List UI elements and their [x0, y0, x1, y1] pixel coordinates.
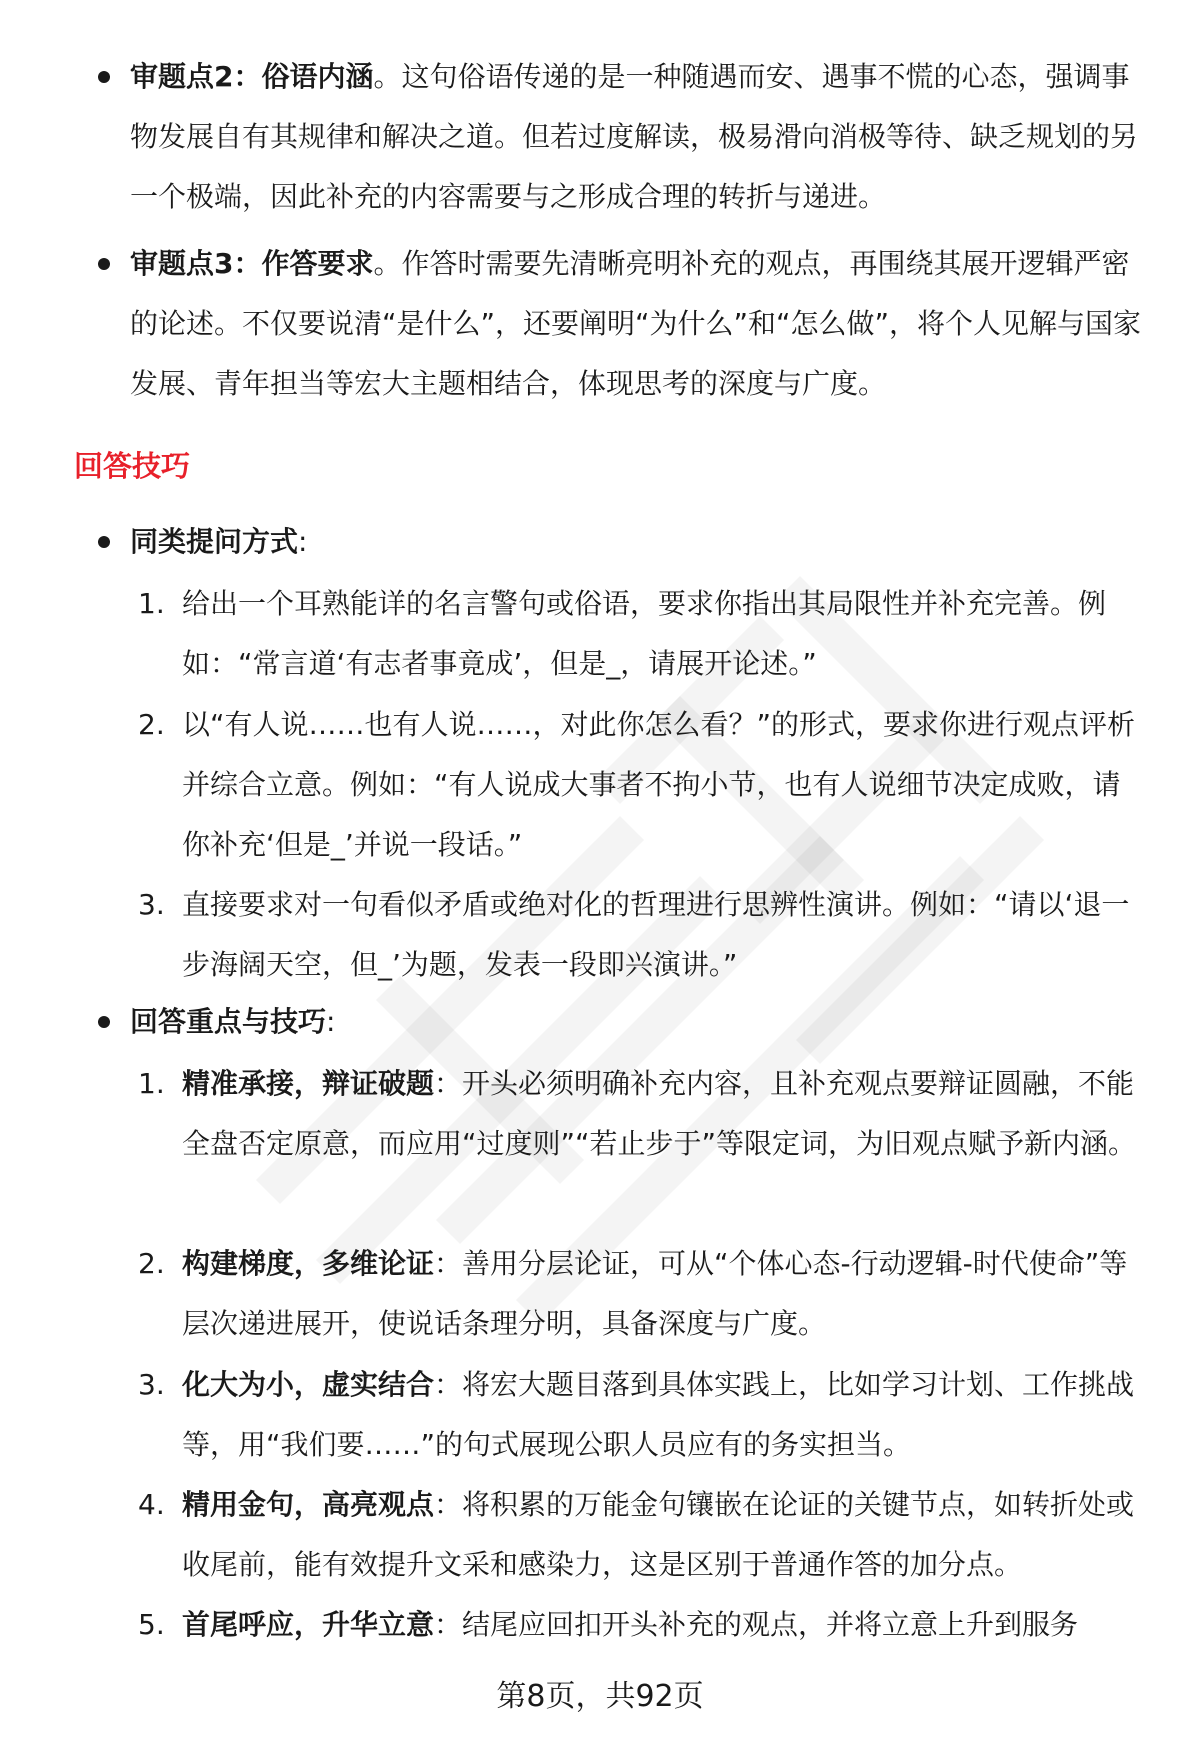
bullet-icon [98, 71, 110, 83]
exam-point-3 [98, 234, 1143, 414]
bullet-icon [98, 258, 110, 270]
bullet-label: 同类提问方式 [130, 525, 299, 558]
list-item: 2. 构建梯度，多维论证：善用分层论证，可从“个体心态-行动逻辑-时代使命”等层次递进展开，使说话条理分明，具备深度与广度。 [138, 1247, 1128, 1340]
similar-questions-bullet: 同类提问方式: [98, 512, 1143, 572]
section-heading: 回答技巧 [74, 449, 191, 483]
answer-tips-bullet: 回答重点与技巧: [98, 992, 1143, 1052]
bullet-icon [98, 536, 110, 548]
list-item: 1. 精准承接，辩证破题：开头必须明确补充内容，且补充观点要辩证圆融，不能全盘否定原意，而应用“过度则”“若止步于”等限定词，为旧观点赋予新内涵。 [138, 1067, 1137, 1160]
point-label: 审题点2：俗语内涵 [130, 60, 374, 93]
bullet-label: 回答重点与技巧 [130, 1005, 327, 1038]
point-label: 审题点3：作答要求 [130, 247, 374, 280]
list-item: 3. 化大为小，虚实结合：将宏大题目落到具体实践上，比如学习计划、工作挑战等，用“我们要……”的句式展现公职人员应有的务实担当。 [138, 1368, 1135, 1461]
exam-point-2 [98, 47, 1143, 227]
list-item: 2. 以“有人说……也有人说……，对此你怎么看？”的形式，要求你进行观点评析并综合立意。例如：“有人说成大事者不拘小节，也有人说细节决定成败，请你补充‘但是_’并说一段话。” [138, 708, 1136, 861]
point-text: 。这句俗语传递的是一种随遇而安、遇事不慌的心态，强调事物发展自有其规律和解决之道。但若过度解读，极易滑向消极等待、缺乏规划的另一个极端，因此补充的内容需要与之形成合理的转折与递进。 [130, 60, 1139, 213]
list-item: 3. 直接要求对一句看似矛盾或绝对化的哲理进行思辨性演讲。例如：“请以‘退一步海阔天空，但_’为题，发表一段即兴演讲。” [138, 888, 1130, 981]
list-item: 5. 首尾呼应，升华立意：结尾应回扣开头补充的观点，并将立意上升到服务 [138, 1608, 1079, 1641]
point-text: 。作答时需要先清晰亮明补充的观点，再围绕其展开逻辑严密的论述。不仅要说清“是什么”，还要阐明“为什么”和“怎么做”，将个人见解与国家发展、青年担当等宏大主题相结合，体现思考的深度与广度。 [130, 247, 1142, 400]
bullet-icon [98, 1016, 110, 1028]
list-item: 4. 精用金句，高亮观点：将积累的万能金句镶嵌在论证的关键节点，如转折处或收尾前，能有效提升文采和感染力，这是区别于普通作答的加分点。 [138, 1488, 1135, 1581]
page-number: 第8页，共92页 [496, 1679, 704, 1714]
list-item: 1. 给出一个耳熟能详的名言警句或俗语，要求你指出其局限性并补充完善。例如：“常言道‘有志者事竟成’，但是_，请展开论述。” [138, 587, 1107, 680]
